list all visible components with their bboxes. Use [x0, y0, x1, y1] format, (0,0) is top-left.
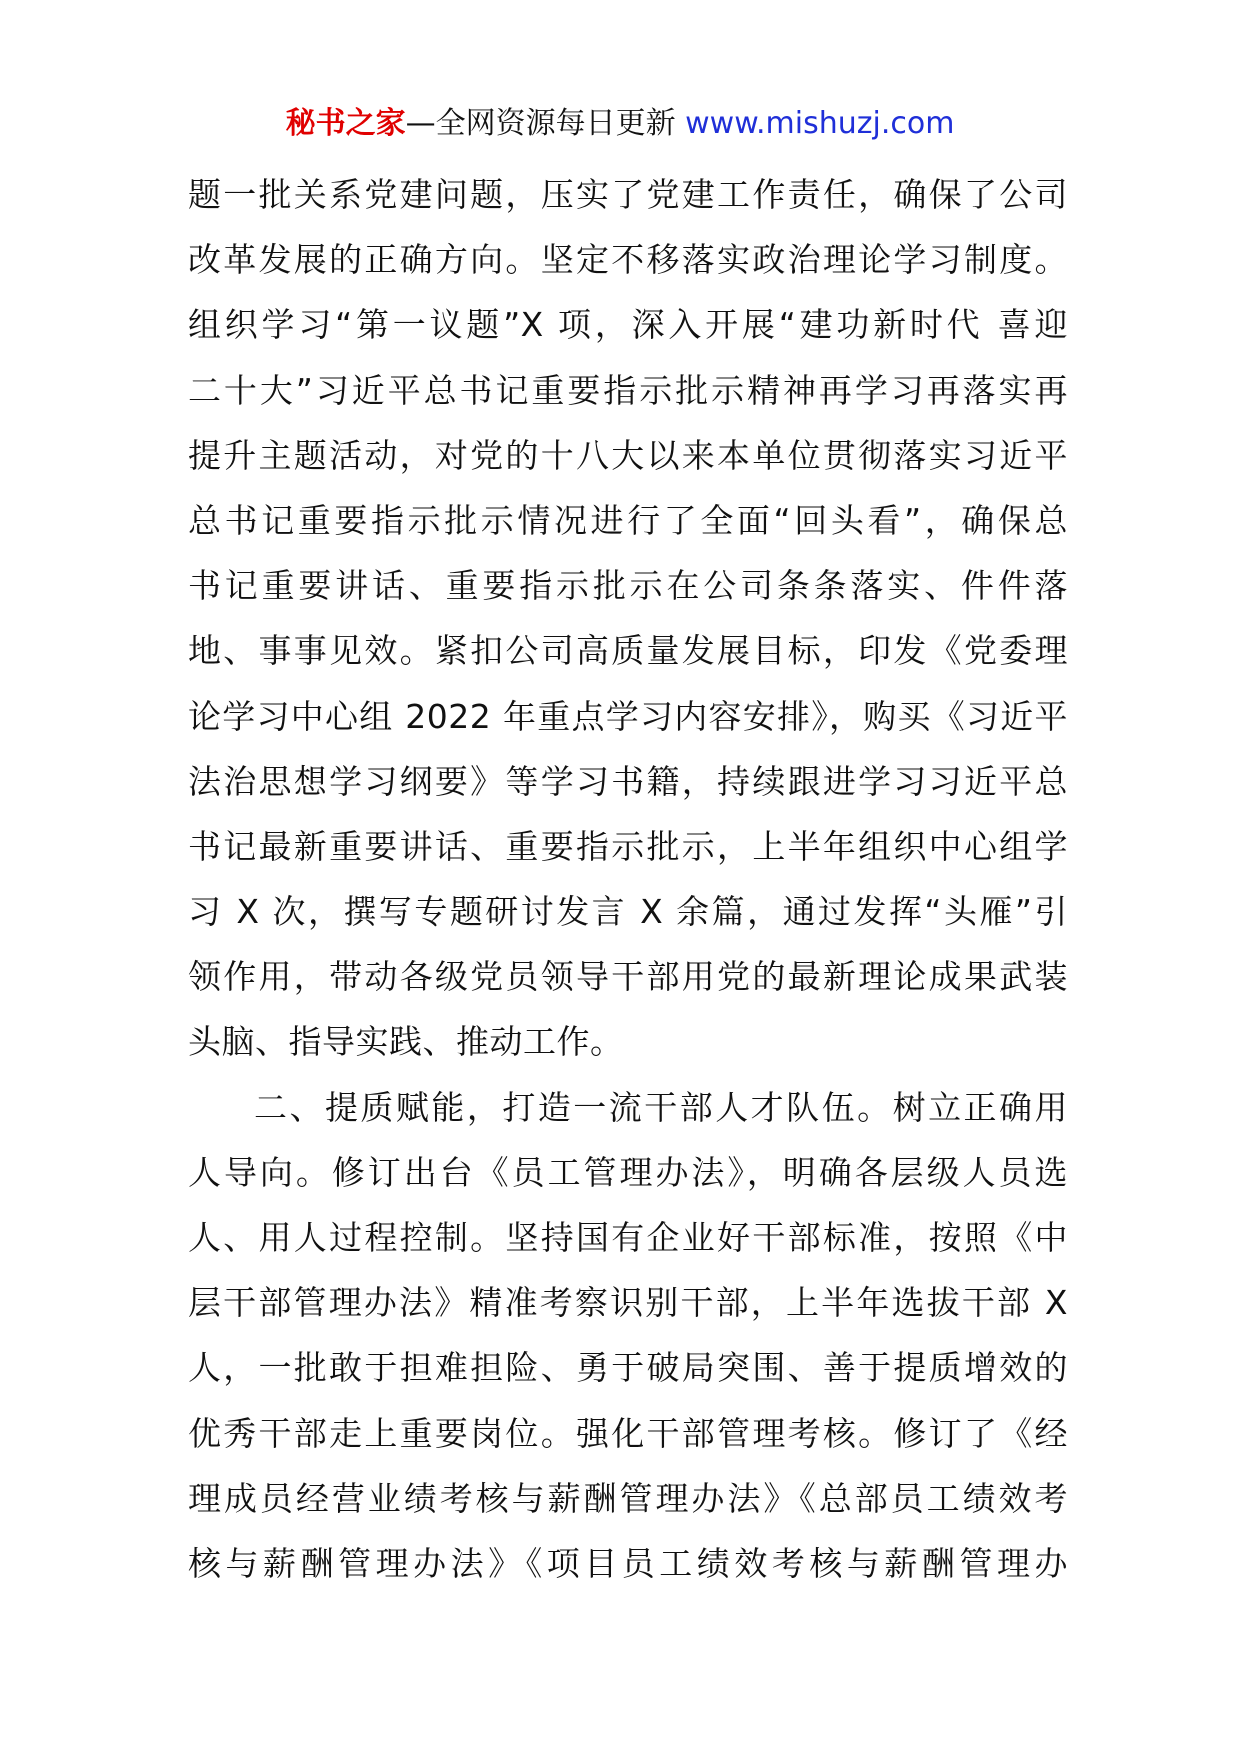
- header-url-link[interactable]: www.mishuzj.com: [685, 106, 955, 141]
- text-line: 总书记重要指示批示情况进行了全面“回头看”，确保总: [188, 500, 1068, 540]
- text-line: 书记最新重要讲话、重要指示批示，上半年组织中心组学: [188, 826, 1068, 866]
- text-line: 改革发展的正确方向。坚定不移落实政治理论学习制度。: [188, 240, 1068, 280]
- text-line: 优秀干部走上重要岗位。强化干部管理考核。修订了《经: [188, 1413, 1068, 1453]
- header-tagline: —全网资源每日更新: [405, 106, 676, 141]
- text-line: 法治思想学习纲要》等学习书籍，持续跟进学习习近平总: [188, 761, 1068, 801]
- text-line: 核与薪酬管理办法》《项目员工绩效考核与薪酬管理办: [188, 1543, 1068, 1583]
- page-header: [0, 100, 1240, 148]
- document-body: [188, 162, 1068, 1596]
- text-line: 层干部管理办法》精准考察识别干部，上半年选拔干部 X: [188, 1283, 1068, 1323]
- header-brand: 秘书之家: [285, 106, 406, 141]
- text-line: 书记重要讲话、重要指示批示在公司条条落实、件件落: [188, 566, 1068, 606]
- text-line: 题一批关系党建问题，压实了党建工作责任，确保了公司: [188, 175, 1068, 214]
- text-line: 二十大”习近平总书记重要指示批示精神再学习再落实再: [188, 370, 1068, 410]
- text-line: 头脑、指导实践、推动工作。: [188, 1022, 624, 1062]
- text-line: 理成员经营业绩考核与薪酬管理办法》《总部员工绩效考: [188, 1478, 1068, 1518]
- text-line: 习 X 次，撰写专题研讨发言 X 余篇，通过发挥“头雁”引: [188, 892, 1068, 932]
- text-line: 人导向。修订出台《员工管理办法》，明确各层级人员选: [188, 1152, 1068, 1192]
- text-line: 人，一批敢于担难担险、勇于破局突围、善于提质增效的: [188, 1348, 1068, 1388]
- text-line: 提升主题活动，对党的十八大以来本单位贯彻落实习近平: [188, 435, 1068, 475]
- text-line: 论学习中心组 2022 年重点学习内容安排》，购买《习近平: [188, 696, 1068, 736]
- text-line: 地、事事见效。紧扣公司高质量发展目标，印发《党委理: [188, 631, 1068, 671]
- text-line: 组织学习“第一议题”X 项，深入开展“建功新时代 喜迎: [188, 305, 1068, 345]
- text-line: 领作用，带动各级党员领导干部用党的最新理论成果武装: [188, 957, 1068, 997]
- section-heading-line: 二、提质赋能，打造一流干部人才队伍。树立正确用: [254, 1087, 1068, 1127]
- text-line: 人、用人过程控制。坚持国有企业好干部标准，按照《中: [188, 1218, 1068, 1257]
